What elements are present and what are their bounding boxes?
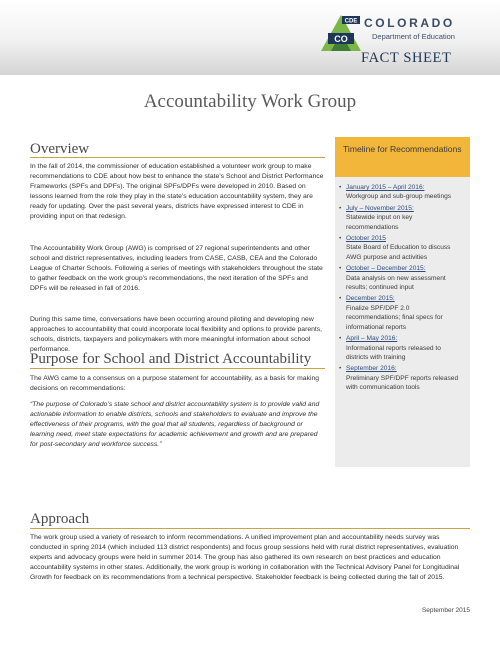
logo-letters: CO <box>334 34 348 44</box>
overview-rule <box>30 157 325 158</box>
bullet-icon: • <box>339 235 342 243</box>
cde-logo-icon <box>321 13 361 51</box>
overview-paragraph-1: In the fall of 2014, the commissioner of education established a volunteer work group to make recommendations to CDE about how best to enhance the state’s School and District Performance Frameworks (SPFs and DPFs). The original SPFs/DPFs were developed in 2010. Based on lessons learned from the role they play in the state’s education accountability system, they are ready for updating. Over the past several years, districts have expressed interest to CDE in providing input on that redesign. <box>30 163 324 220</box>
purpose-heading: Purpose for School and District Accountability <box>30 351 312 367</box>
timeline-text: Workgroup and sub-group meetings <box>346 193 452 201</box>
approach-heading: Approach <box>30 511 90 527</box>
footer-date: September 2015 <box>421 607 470 614</box>
bullet-icon: • <box>339 184 342 191</box>
timeline-text: Informational reports released to districts with training <box>346 344 441 361</box>
overview-paragraph-2: The Accountability Work Group (AWG) is comprised of 27 regional superintendents and other school and district representatives, including leaders from CASE, CASB, CEA and the Colorado League of Charter Schools. Following a series of meetings with stakeholders throughout the state to gather feedback on the work group’s recommendations, the next iteration of the SPFs and DPFs will be released in fall of 2016. <box>30 245 323 292</box>
timeline-text: Preliminary SPF/DPF reports released with communication tools <box>346 374 459 392</box>
timeline-heading: Timeline for Recommendations <box>335 137 470 177</box>
timeline-item <box>336 234 464 262</box>
timeline-item <box>336 364 464 392</box>
bullet-icon: • <box>339 365 342 373</box>
doc-type-label: FACT SHEET <box>361 50 452 66</box>
overview-paragraph-3: During this same time, conversations have been occurring around piloting and developing new approaches to accountability that could incorporate local flexibility and options to provide parents, schools, districts, taxpayers and policymakers with more meaningful information about school performance. <box>30 316 323 353</box>
bullet-icon: • <box>339 295 342 303</box>
bullet-icon: • <box>339 335 342 343</box>
purpose-rule <box>30 368 325 369</box>
timeline-text: State Board of Education to discuss AWG purpose and activities <box>346 244 451 261</box>
timeline-item <box>336 204 464 232</box>
bullet-icon: • <box>339 204 342 212</box>
page-title: Accountability Work Group <box>143 91 357 112</box>
overview-heading: Overview <box>30 141 90 157</box>
timeline-date[interactable]: September 2016: <box>346 365 397 373</box>
org-department: Department of Education <box>372 32 455 41</box>
timeline-date[interactable]: July – November 2015: <box>346 204 414 212</box>
timeline-date[interactable]: October – December 2015: <box>346 265 426 273</box>
org-name: COLORADO <box>364 16 455 30</box>
timeline-text: Finalize SPF/DPF 2.0 recommendations; final specs for informational reports <box>346 304 443 331</box>
logo-mark: CDE <box>344 18 358 25</box>
approach-text: The work group used a variety of research to inform recommendations. A unified improvement plan and accountability needs survey was conducted in spring 2014 (which included 113 district respondents) and focus group sessions held with rural district representatives, evaluation experts and advocacy groups were held in summer 2014. The group has also gathered its own research on best practices and education accountability systems in other states. Additionally, the work group is working in collaboration with the Technical Advisory Panel for Longitudinal Growth for feedback on its recommendations from a technical perspective. Stakeholder feedback is being collected during the fall of 2015. <box>30 534 460 581</box>
timeline-item <box>336 294 464 332</box>
timeline-item <box>336 334 464 362</box>
purpose-quote: “The purpose of Colorado’s state school and district accountability system is to provide valid and actionable information to enable districts, schools and stakeholders to evaluate and improve the effectiveness of their programs, with the goal that all students, regardless of background or learning need, meet state expectations for academic achievement and growth and are prepared for post-secondary and workforce success.” <box>30 401 320 448</box>
timeline-text: Statewide input on key recommendations <box>346 214 413 231</box>
bullet-icon: • <box>339 265 342 273</box>
timeline-text: Data analysis on new assessment results; continued input <box>346 274 446 292</box>
timeline-date[interactable]: October 2015 <box>346 235 386 243</box>
timeline-date[interactable]: April – May 2016: <box>346 335 398 343</box>
header-banner <box>0 0 500 75</box>
approach-rule <box>30 528 470 529</box>
timeline-item <box>336 264 464 292</box>
timeline-date[interactable]: January 2015 – April 2016: <box>346 184 425 191</box>
timeline-item <box>336 183 464 202</box>
timeline-date[interactable]: December 2015: <box>346 295 395 303</box>
purpose-intro: The AWG came to a consensus on a purpose statement for accountability, as a basis for making decisions on recommendations: <box>30 375 320 392</box>
timeline-list <box>336 183 464 395</box>
